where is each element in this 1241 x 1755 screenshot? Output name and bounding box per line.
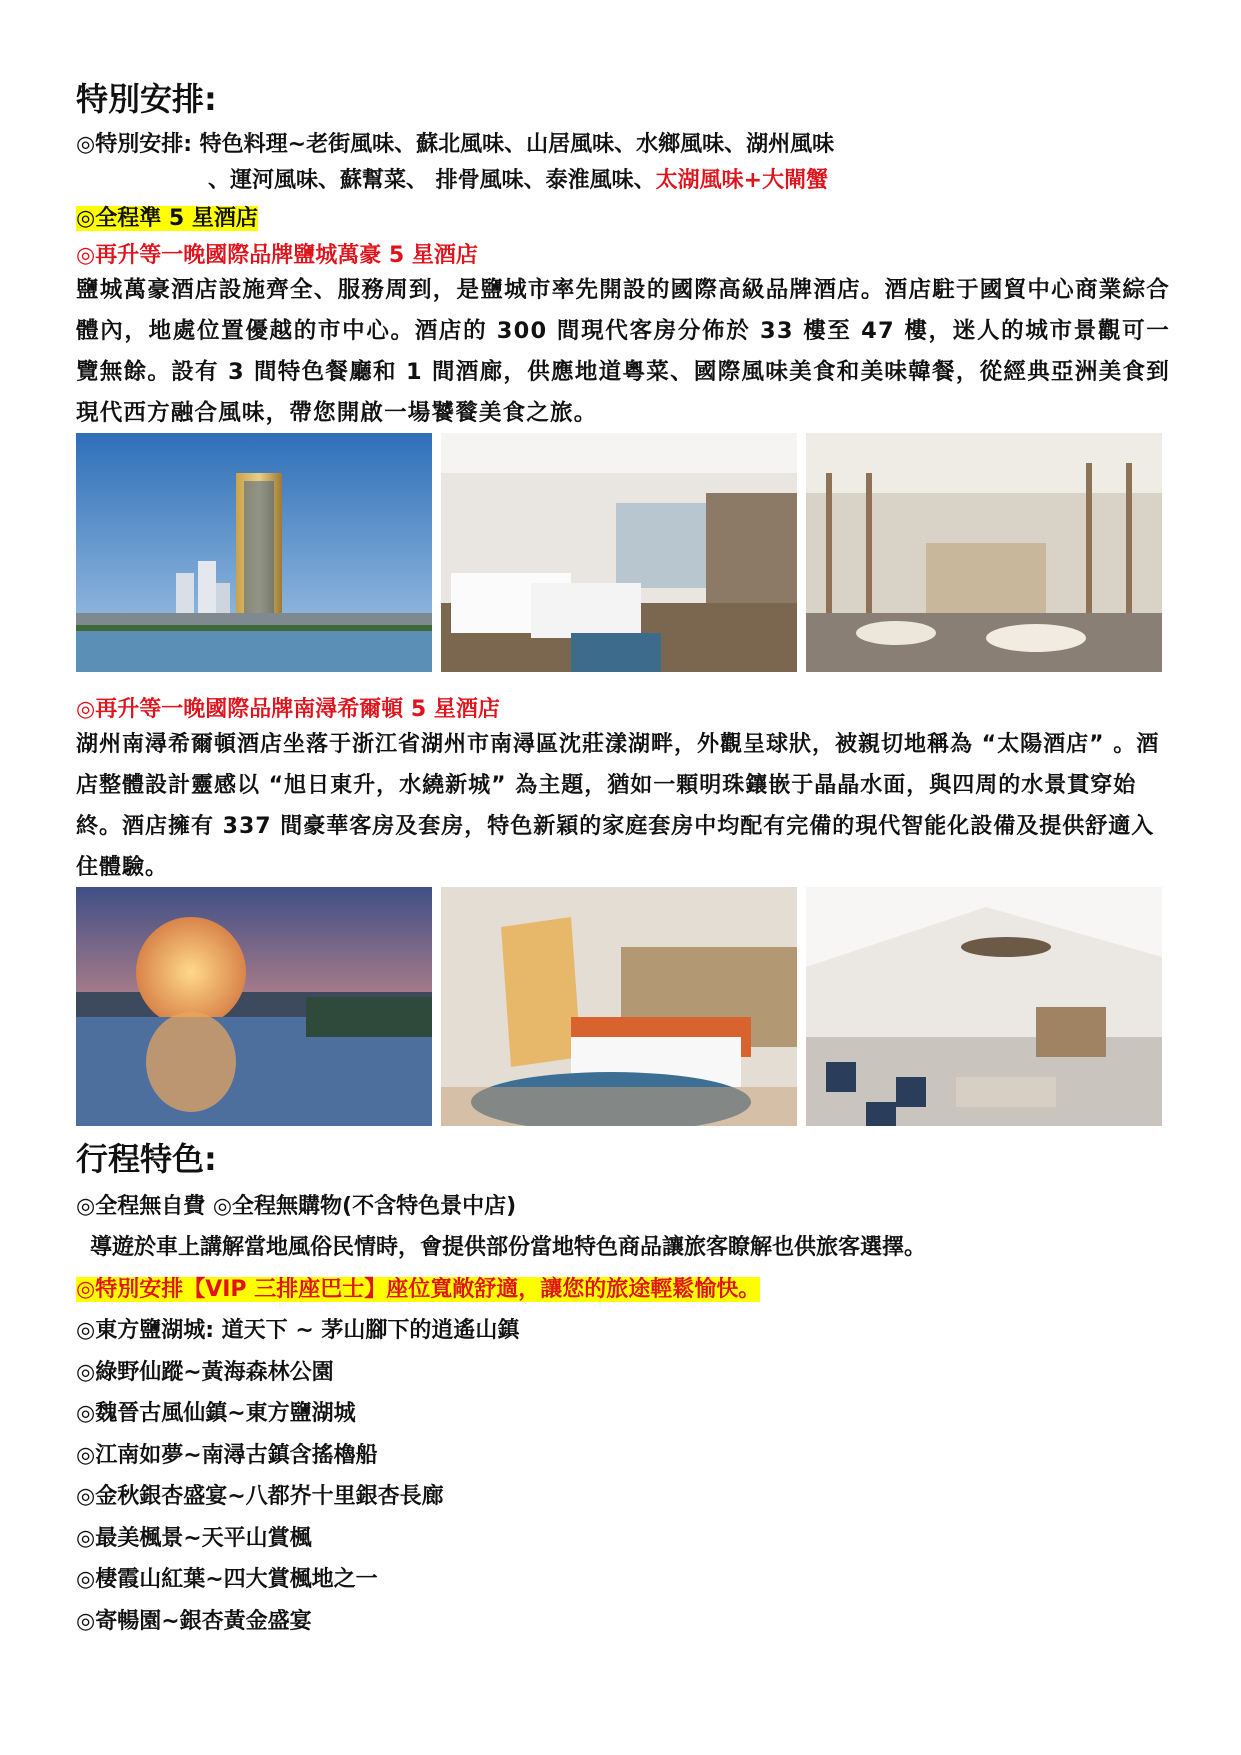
- quasi-5-star-text: ◎全程準 5 星酒店: [76, 206, 258, 231]
- vip-bus-line: [76, 1272, 760, 1303]
- list-item: ◎寄暢園~銀杏黃金盛宴: [76, 1609, 312, 1634]
- hilton-room-photo: [441, 887, 797, 1126]
- taihu-crab-highlight: 太湖風味+大閘蟹: [655, 168, 829, 193]
- marriott-room-photo: [441, 433, 797, 672]
- guide-note-line: 導遊於車上講解當地風俗民情時，會提供部份當地特色商品讓旅客瞭解也供旅客選擇。: [90, 1235, 927, 1260]
- quasi-5-star-line: [76, 201, 258, 232]
- special-arrangement-heading: 特別安排:: [76, 80, 217, 118]
- list-item: ◎魏晉古風仙鎮~東方鹽湖城: [76, 1401, 356, 1426]
- special-food-line-2: [208, 163, 828, 194]
- marriott-description: 鹽城萬豪酒店設施齊全、服務周到，是鹽城市率先開設的國際高級品牌酒店。酒店駐于國貿中心商業綜合體內，地處位置優越的市中心。酒店的 300 間現代客房分佈於 33 樓至 47 樓，迷人的城市景觀可一覽無餘。設有 3 間特色餐廳和 1 間酒廊，供應地道粵菜、國際風味美食和美味韓餐，從經典亞洲美食到現代西方融合風味，帶您開啟一場饕餮美食之旅。: [76, 277, 1170, 426]
- hilton-description: 湖州南潯希爾頓酒店坐落于浙江省湖州市南潯區沈莊漾湖畔，外觀呈球狀，被親切地稱為 “太陽酒店” 。酒店整體設計靈感以 “旭日東升，水繞新城” 為主題，猶如一顆明珠鑲嵌于晶晶水面，與四周的水景貫穿始終。酒店擁有 337 間豪華客房及套房，特色新穎的家庭套房中均配有完備的現代智能化設備及提供舒適入住體驗。: [76, 732, 1160, 880]
- list-item: ◎最美楓景~天平山賞楓: [76, 1526, 312, 1551]
- marriott-exterior-photo: [76, 433, 432, 672]
- hilton-exterior-photo: [76, 887, 432, 1126]
- no-self-pay-line: ◎全程無自費 ◎全程無購物(不含特色景中店): [76, 1194, 517, 1219]
- list-item: ◎江南如夢~南潯古鎮含搖櫓船: [76, 1443, 378, 1468]
- upgrade-hilton-title: ◎再升等一晚國際品牌南潯希爾頓 5 星酒店: [76, 697, 500, 722]
- special-food-line-1: ◎特別安排: 特色料理~老街風味、蘇北風味、山居風味、水鄉風味、湖州風味: [76, 132, 835, 157]
- upgrade-marriott-title: ◎再升等一晚國際品牌鹽城萬豪 5 星酒店: [76, 243, 478, 268]
- special-food-line-2-text: 、運河風味、蘇幫菜、 排骨風味、泰淮風味、: [208, 168, 656, 193]
- itinerary-features-heading: 行程特色:: [76, 1140, 217, 1178]
- hilton-restaurant-photo: [806, 887, 1162, 1126]
- marriott-lobby-photo: [806, 433, 1162, 672]
- vip-bus-text: ◎特別安排【VIP 三排座巴士】座位寬敞舒適，讓您的旅途輕鬆愉快。: [76, 1277, 761, 1302]
- list-item: ◎綠野仙蹤~黃海森林公園: [76, 1360, 334, 1385]
- list-item: ◎金秋銀杏盛宴~八都岕十里銀杏長廊: [76, 1484, 444, 1509]
- list-item: ◎東方鹽湖城: 道天下 ~ 茅山腳下的逍遙山鎮: [76, 1318, 520, 1343]
- list-item: ◎棲霞山紅葉~四大賞楓地之一: [76, 1567, 378, 1592]
